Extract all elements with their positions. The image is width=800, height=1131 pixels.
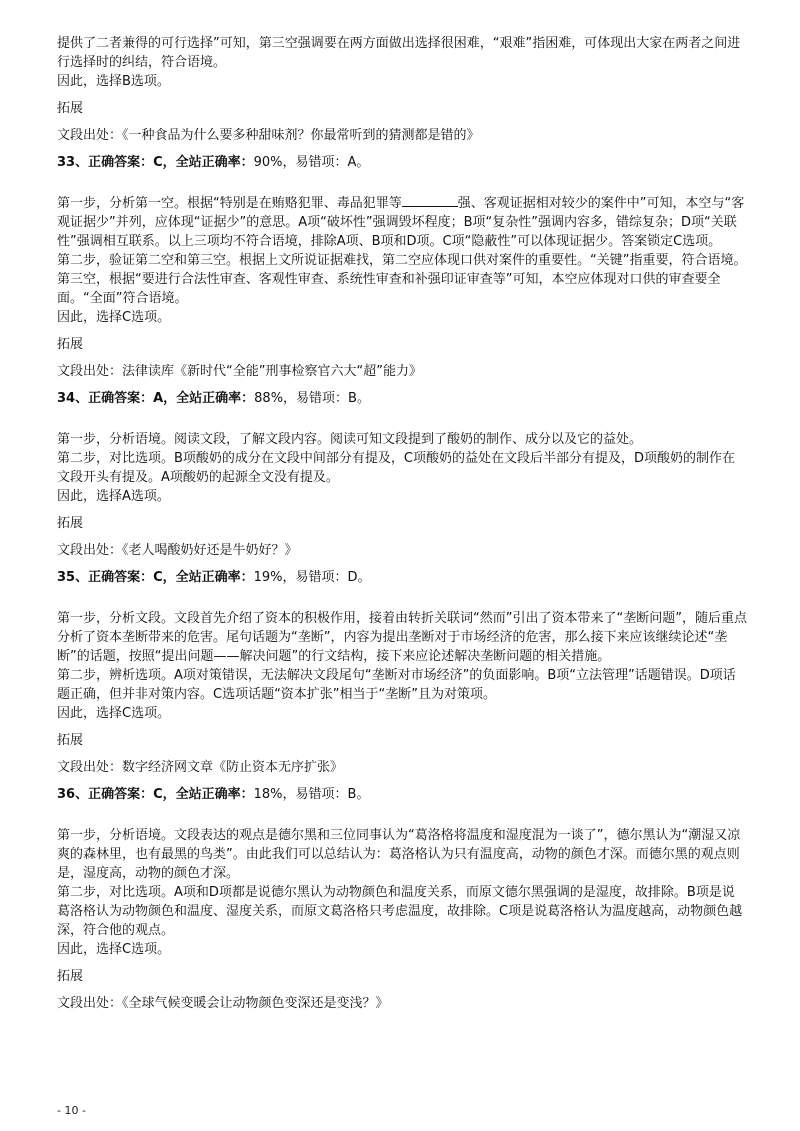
q34-source: 文段出处：《老人喝酸奶好还是牛奶好？》 <box>57 543 298 558</box>
q36-step1: 第一步，分析语境。文段表达的观点是德尔黑和三位同事认为“葛洛格将温度和湿度混为一谈了”，德尔黑认为“潮湿又凉爽的森林里，也有最黑的鸟类”。由此我们可以总结认为：葛洛格认为只有温度高，动物的颜色才深。而德尔黑的观点则是，湿度高，动物的颜色才深。 <box>57 828 741 881</box>
fill-in-blank <box>402 194 458 207</box>
q33-answer-heading <box>57 153 747 172</box>
q35-conclusion: 因此，选择C选项。 <box>57 706 171 721</box>
q34-conclusion: 因此，选择A选项。 <box>57 489 170 504</box>
intro-paragraph: 提供了二者兼得的可行选择”可知，第三空强调要在两方面做出选择很困难，“艰难”指困难，可体现出大家在两者之间进行选择时的纠结，符合语境。 <box>57 36 741 70</box>
q33-answer-stats: 90%，易错项：A。 <box>253 155 370 170</box>
q33-step1-rest: 强、客观证据相对较少的案件中”可知，本空与“客观证据少”并列，应体现“证据少”的意思。A项“破坏性”强调毁坏程度；B项“复杂性”强调内容多，错综复杂；D项“关联性”强调相互联系。以上三项均不符合语境，排除A项、B项和D项。C项“隐蔽性”可以体现证据少。答案锁定C选项。 <box>57 196 745 249</box>
q35-step2: 第二步，辨析选项。A项对策错误，无法解决文段尾句“垄断对市场经济”的负面影响。B项“立法管理”话题错误。D项话题正确，但并非对策内容。C选项话题“资本扩张”相当于“垄断”且为对策项。 <box>57 668 736 702</box>
q33-answer-title: 33、正确答案：C，全站正确率： <box>57 155 254 170</box>
q34-step1: 第一步，分析语境。阅读文段，了解文段内容。阅读可知文段提到了酸奶的制作、成分以及它的益处。 <box>57 432 643 447</box>
q35-answer-title: 35、正确答案：C，全站正确率： <box>57 570 254 585</box>
q33-extension-heading: 拓展 <box>57 337 84 352</box>
q34-answer-heading <box>57 389 747 408</box>
q36-answer-heading <box>57 785 747 804</box>
q36-step2: 第二步，对比选项。A项和D项都是说德尔黑认为动物颜色和温度关系，而原文德尔黑强调的是湿度，故排除。B项是说葛洛格认为动物颜色和温度、湿度关系，而原文葛洛格只考虑温度，故排除。C项是说葛洛格认为温度越高，动物颜色越深，符合他的观点。 <box>57 885 743 938</box>
q36-answer-stats: 18%，易错项：B。 <box>253 787 370 802</box>
q35-step1: 第一步，分析文段。文段首先介绍了资本的积极作用，接着由转折关联词“然而”引出了资本带来了“垄断问题”，随后重点分析了资本垄断带来的危害。尾句话题为“垄断”，内容为提出垄断对于市场经济的危害，那么接下来应该继续论述“垄断”的话题，按照“提出问题——解决问题”的行文结构，接下来应论述解决垄断问题的相关措施。 <box>57 611 747 664</box>
q33-source: 文段出处：法律读库《新时代“全能”刑事检察官六大“超”能力》 <box>57 364 422 379</box>
intro-conclusion: 因此，选择B选项。 <box>57 74 170 89</box>
q36-conclusion: 因此，选择C选项。 <box>57 942 171 957</box>
q34-extension-heading: 拓展 <box>57 516 84 531</box>
q35-extension-heading: 拓展 <box>57 733 84 748</box>
q34-answer-stats: 88%，易错项：B。 <box>254 391 370 406</box>
q34-answer-title: 34、正确答案：A，全站正确率： <box>57 391 255 406</box>
q36-source: 文段出处：《全球气候变暖会让动物颜色变深还是变浅？》 <box>57 996 389 1011</box>
q34-step2: 第二步，对比选项。B项酸奶的成分在文段中间部分有提及，C项酸奶的益处在文段后半部分有提及，D项酸奶的制作在文段开头有提及。A项酸奶的起源全文没有提及。 <box>57 451 736 485</box>
q33-step1 <box>57 194 747 251</box>
q33-step2: 第二步，验证第二空和第三空。根据上文所说证据难找，第二空应体现口供对案件的重要性。“关键”指重要，符合语境。第三空，根据“要进行合法性审查、客观性审查、系统性审查和补强印证审查等”可知，本空应体现对口供的审查要全面。“全面”符合语境。 <box>57 253 747 306</box>
q35-answer-stats: 19%，易错项：D。 <box>253 570 371 585</box>
q36-answer-title: 36、正确答案：C，全站正确率： <box>57 787 254 802</box>
q33-conclusion: 因此，选择C选项。 <box>57 310 171 325</box>
intro-extension-heading: 拓展 <box>57 101 84 116</box>
intro-source: 文段出处：《一种食品为什么要多种甜味剂？你最常听到的猜测都是错的》 <box>57 128 480 143</box>
page-number: - 10 - <box>57 1104 86 1117</box>
q33-step1-start: 第一步，分析第一空。根据“特别是在贿赂犯罪、毒品犯罪等 <box>57 196 402 211</box>
q35-answer-heading <box>57 568 747 587</box>
q36-extension-heading: 拓展 <box>57 969 84 984</box>
document-page <box>57 34 747 1013</box>
q35-source: 文段出处：数字经济网文章《防止资本无序扩张》 <box>57 760 344 775</box>
